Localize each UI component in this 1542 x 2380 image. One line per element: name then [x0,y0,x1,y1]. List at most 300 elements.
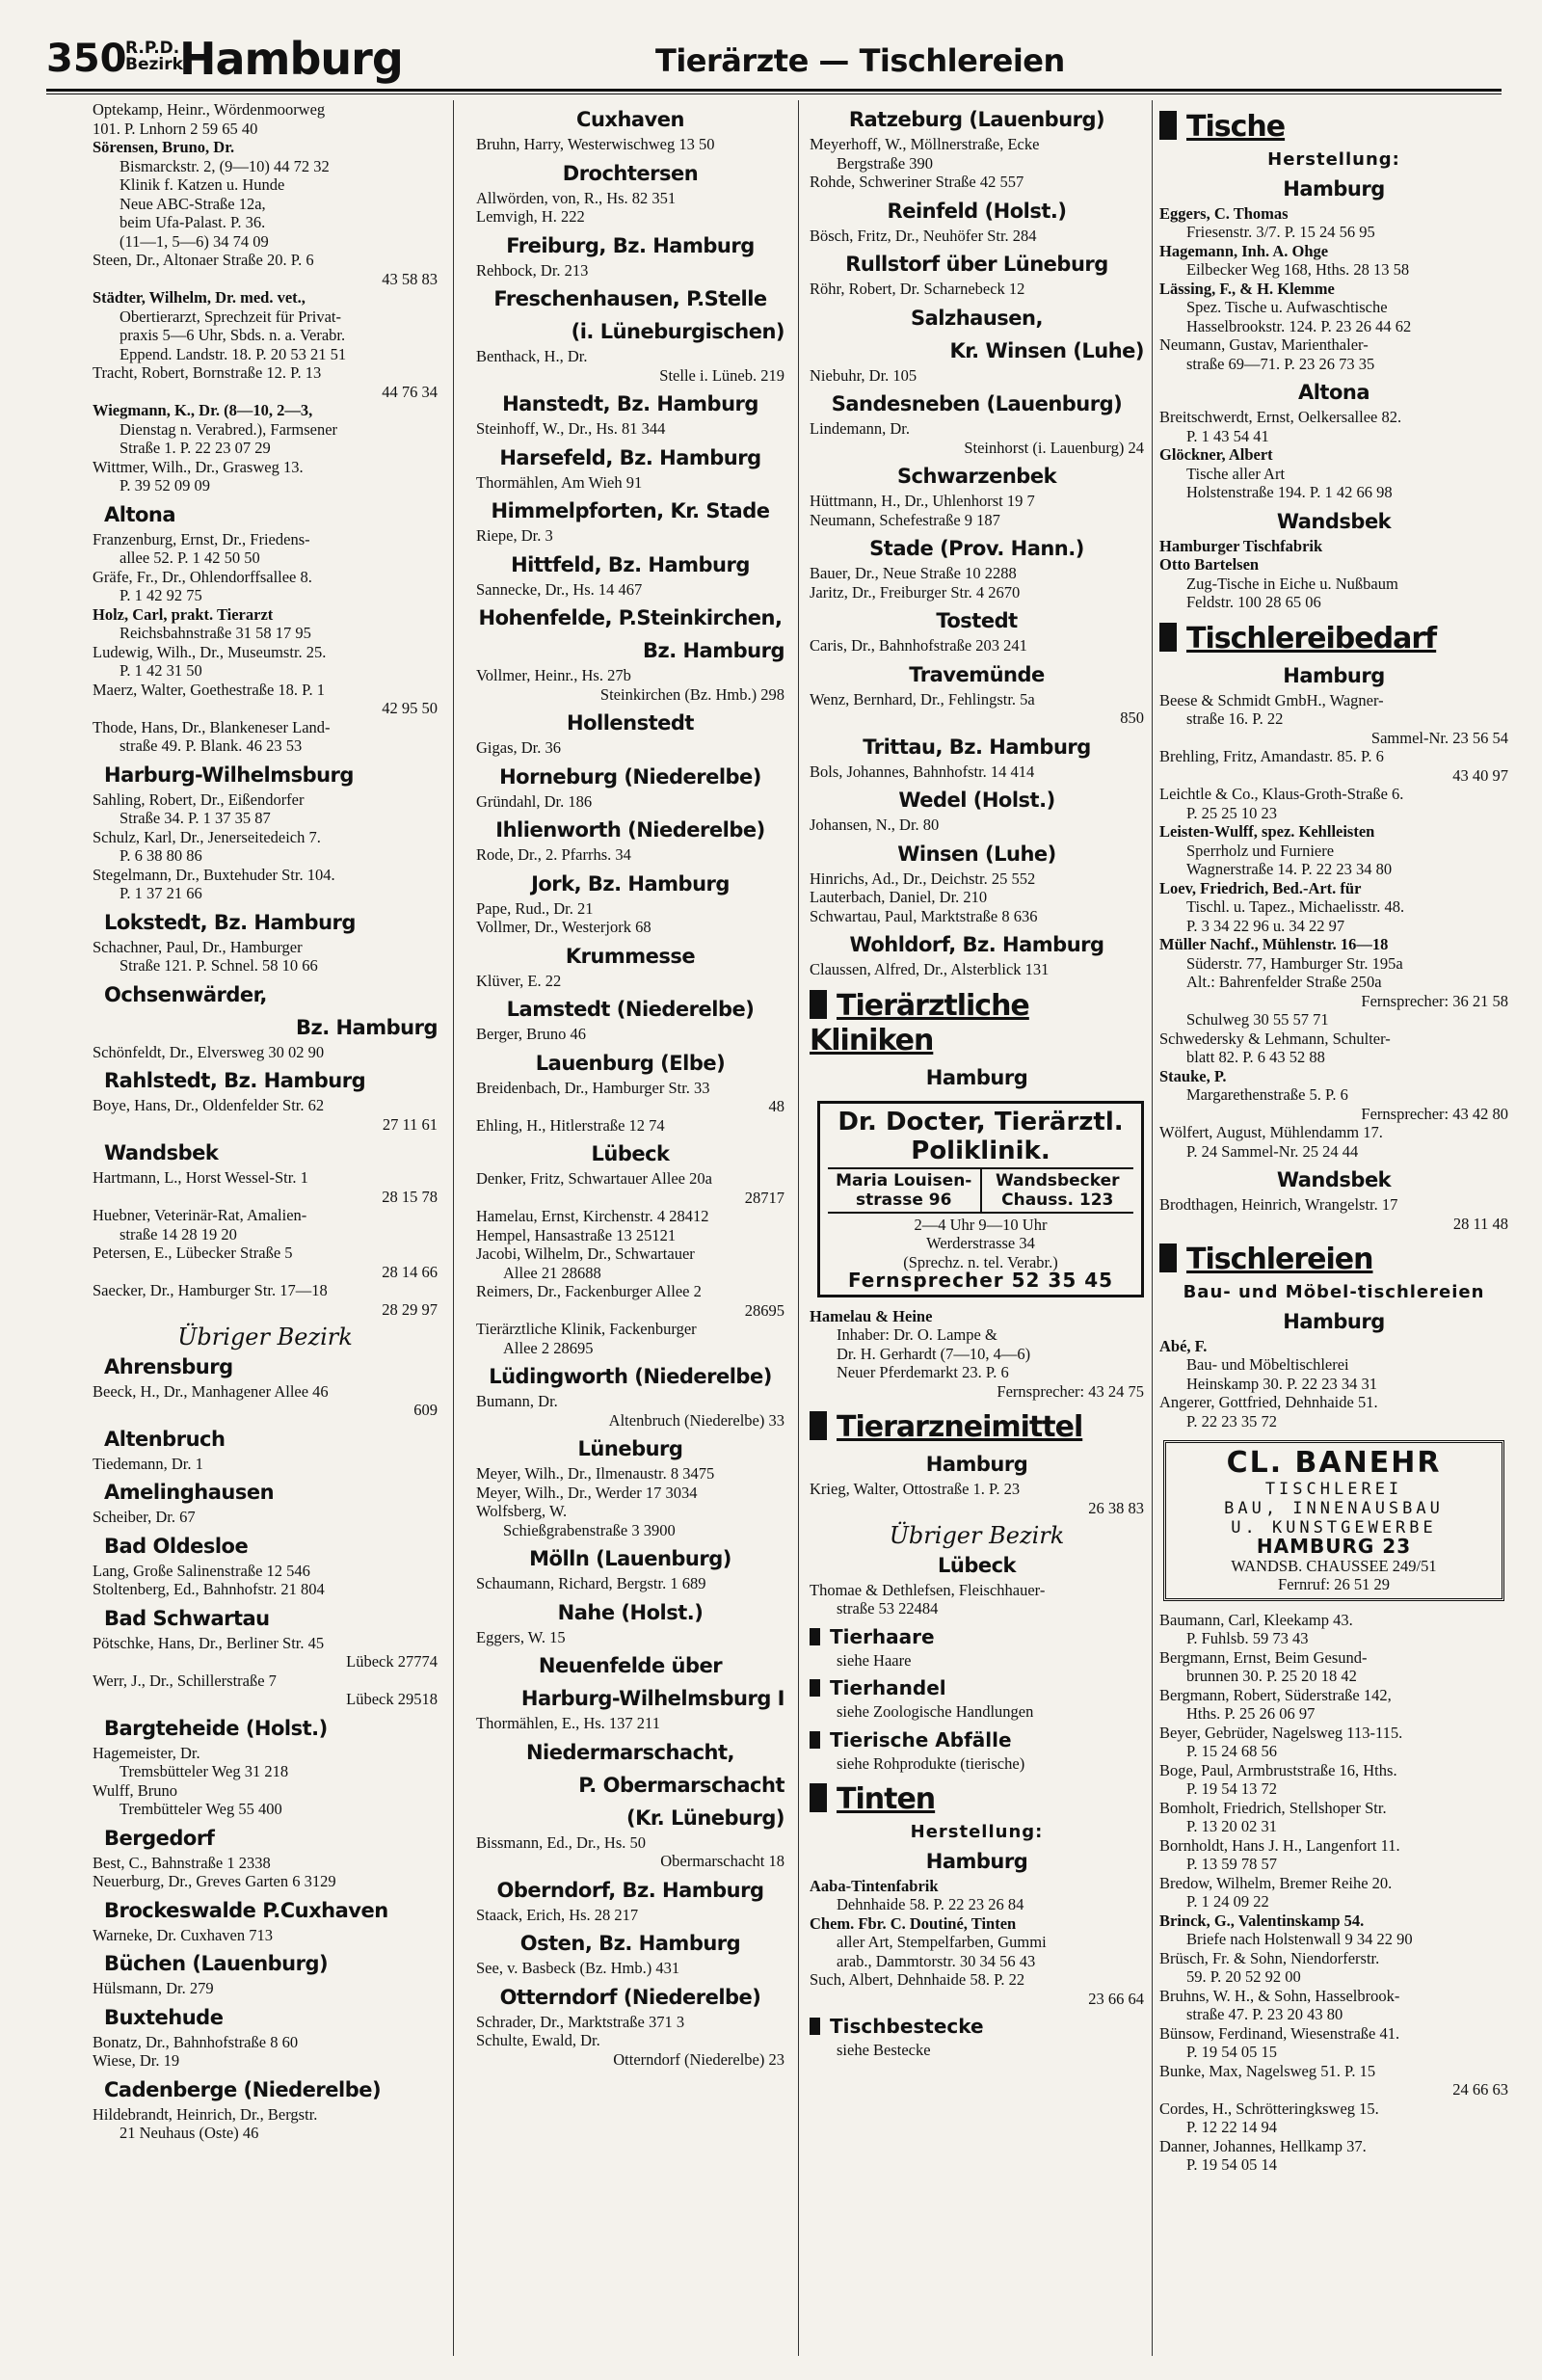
listing-line: Hinrichs, Ad., Dr., Deichstr. 25 552 [810,869,1036,888]
category-marker-icon [1159,1243,1177,1272]
clinic-ad-locations [828,1167,1133,1214]
listing-line: Bünsow, Ferdinand, Wiesenstraße 41. [1159,2023,1400,2043]
listing-line: brunnen 30. P. 25 20 18 42 [1186,1667,1357,1685]
listing-line: Hamelau & Heine [810,1306,933,1325]
listing-line: Bornholdt, Hans J. H., Langenfort 11. [1159,1835,1400,1855]
category-marker-icon [810,1411,827,1440]
listing-line: Schießgrabenstraße 3 3900 [503,1520,676,1539]
subcategory-heading [810,1675,1144,1700]
listing-line: siehe Haare [837,1650,912,1670]
listing-line: Klinik f. Katzen u. Hunde [120,175,285,194]
place-heading: Lamstedt (Niederelbe) [506,998,755,1021]
listing-line: Brinck, G., Valentinskamp 54. [1159,1911,1365,1930]
header-rule [46,89,1502,92]
subsection-heading: Herstellung: [1267,149,1400,170]
listing-line: Lübeck 27774 [346,1652,438,1671]
ad-line: TISCHLEREI [1264,1480,1403,1499]
listing-line: Tischl. u. Tapez., Michaelisstr. 48. [1186,897,1405,916]
listing-line: Straße 1. P. 22 23 07 29 [120,439,271,457]
place-heading: Jork, Bz. Hamburg [531,871,730,896]
listing-line: Hagemeister, Dr. [93,1743,200,1762]
listing-line: Schulweg 30 55 57 71 [1186,1010,1329,1029]
place-heading: Wohldorf, Bz. Hamburg [849,933,1104,956]
listing-line: Hempel, Hansastraße 13 25121 [476,1225,677,1244]
listing-line: Meyer, Wilh., Dr., Ilmenaustr. 8 3475 [476,1464,715,1483]
column-2 [476,100,784,2069]
listing-line: Vollmer, Dr., Westerjork 68 [476,918,651,936]
listing-line: Eggers, C. Thomas [1159,203,1289,223]
clinic-ad-note: (Sprechz. n. tel. Verabr.) [903,1252,1058,1271]
listing-line: Huebner, Veterinär-Rat, Amalien- [93,1206,307,1224]
clinic-ad-title: Dr. Docter, Tierärztl. [837,1107,1124,1137]
listing-line: 48 [768,1097,784,1115]
place-heading: (Kr. Lüneburg) [625,1805,784,1830]
listing-line: Reichsbahnstraße 31 58 17 95 [120,624,311,642]
place-heading: Reinfeld (Holst.) [887,199,1067,223]
listing-line: Hildebrandt, Heinrich, Dr., Bergstr. [93,2104,318,2124]
listing-line: Rohde, Schweriner Straße 42 557 [810,173,1024,191]
place-heading: Kr. Winsen (Luhe) [949,338,1144,362]
listing-line: Best, C., Bahnstraße 1 2338 [93,1853,271,1872]
listing-line: Lindemann, Dr. [810,419,911,438]
listing-line: 850 [1120,709,1144,727]
place-heading: Hamburg [1283,663,1385,687]
listing-line: Hülsmann, Dr. 279 [93,1979,214,1997]
listing-line: Krieg, Walter, Ottostraße 1. P. 23 [810,1480,1021,1498]
listing-line: P. 1 37 21 66 [120,884,202,902]
place-heading: Tostedt [936,609,1018,632]
listing-line: Bumann, Dr. [476,1392,558,1410]
listing-line: Niebuhr, Dr. 105 [810,365,917,385]
place-heading: Drochtersen [562,161,699,185]
listing-line: Glöckner, Albert [1159,445,1273,464]
subcategory-heading [810,1727,1144,1752]
listing-line: P. 13 59 78 57 [1186,1855,1277,1873]
region-heading: Übriger Bezirk [889,1522,1065,1549]
listing-line: 28 29 97 [382,1299,438,1319]
listing-line: Werr, J., Dr., Schillerstraße 7 [93,1671,277,1690]
place-heading: Bz. Hamburg [642,639,784,662]
listing-line: Neumann, Schefestraße 9 187 [810,510,1000,529]
place-heading: Lübeck [937,1553,1017,1577]
listing-line: P. 6 38 80 86 [120,846,202,865]
listing-line: Schwedersky & Lehmann, Schulter- [1159,1029,1391,1048]
place-heading: Niedermarschacht, [525,1740,735,1764]
listing-line: Sörensen, Bruno, Dr. [93,138,235,156]
listing-line: Beyer, Gebrüder, Nagelsweg 113-115. [1159,1723,1403,1742]
listing-line: Briefe nach Holstenwall 9 34 22 90 [1186,1930,1413,1948]
listing-line: Bauer, Dr., Neue Straße 10 2288 [810,564,1017,582]
listing-line: Wiese, Dr. 19 [93,2051,180,2070]
category-heading [810,1410,1144,1445]
listing-line: Altenbruch (Niederelbe) 33 [608,1410,784,1430]
listing-line: Friesenstr. 3/7. P. 15 24 56 95 [1186,223,1375,241]
place-heading: Lüdingworth (Niederelbe) [489,1365,772,1388]
listing-line: Trembütteler Weg 55 400 [120,1800,282,1818]
listing-line: Lauterbach, Daniel, Dr. 210 [810,888,988,906]
place-heading: Neuenfelde über [538,1654,723,1677]
listing-line: Allee 2 28695 [503,1338,594,1357]
listing-line: Bösch, Fritz, Dr., Neuhöfer Str. 284 [810,226,1037,245]
listing-line: Hartmann, L., Horst Wessel-Str. 1 [93,1168,308,1187]
listing-line: Riepe, Dr. 3 [476,526,553,545]
place-heading: Freiburg, Bz. Hamburg [506,233,755,257]
listing-line: Optekamp, Heinr., Wördenmoorweg [93,100,326,119]
listing-line: Saecker, Dr., Hamburger Str. 17—18 [93,1281,328,1299]
listing-line: Alt.: Bahrenfelder Straße 250a [1186,973,1382,991]
listing-line: Thormählen, Am Wieh 91 [476,472,643,492]
listing-line: Hamburger Tischfabrik [1159,536,1323,555]
listing-line: Bergmann, Robert, Süderstraße 142, [1159,1685,1392,1704]
listing-line: Bredow, Wilhelm, Bremer Reihe 20. [1159,1873,1393,1892]
listing-line: Breidenbach, Dr., Hamburger Str. 33 [476,1078,710,1097]
place-heading: Hamburg [925,1849,1028,1873]
place-heading: Trittau, Bz. Hamburg [863,735,1091,759]
listing-line: Süderstr. 77, Hamburger Str. 195a [1186,953,1403,973]
listing-line: Schrader, Dr., Marktstraße 371 3 [476,2012,685,2031]
listing-line: Gräfe, Fr., Dr., Ohlendorffsallee 8. [93,567,312,586]
listing-line: Bomholt, Friedrich, Stellshoper Str. [1159,1798,1387,1817]
listing-line: Brodthagen, Heinrich, Wrangelstr. 17 [1159,1195,1398,1214]
listing-line: Denker, Fritz, Schwartauer Allee 20a [476,1169,712,1188]
listing-line: Tiedemann, Dr. 1 [93,1454,203,1473]
listing-line: Allee 21 28688 [503,1263,601,1282]
listing-line: Schachner, Paul, Dr., Hamburger [93,937,303,956]
place-heading: Schwarzenbek [896,465,1057,488]
subsection-heading: Herstellung: [910,1822,1044,1842]
listing-line: Bunke, Max, Nagelsweg 51. P. 15 [1159,2061,1376,2080]
listing-line: Schulz, Karl, Dr., Jenerseitedeich 7. [93,827,321,846]
listing-line: Schaumann, Richard, Bergstr. 1 689 [476,1574,706,1592]
ad-company-name: CL. BANEHR [1226,1446,1442,1480]
listing-line: Fernsprecher: 43 42 80 [1361,1104,1508,1123]
place-heading: Mölln (Lauenburg) [529,1547,731,1570]
listing-line: Ehling, H., Hitlerstraße 12 74 [476,1115,665,1135]
listing-line: 42 95 50 [382,699,438,717]
subcategory-heading [810,2014,1144,2039]
listing-line: Hüttmann, H., Dr., Uhlenhorst 19 7 [810,492,1035,510]
listing-line: Neuer Pferdemarkt 23. P. 6 [837,1363,1009,1381]
category-heading [1159,1243,1508,1277]
listing-line: Brüsch, Fr. & Sohn, Niendorferstr. [1159,1948,1380,1967]
place-heading: Nahe (Holst.) [557,1600,704,1624]
listing-line: P. 25 25 10 23 [1186,803,1277,822]
listing-line: Fernsprecher: 43 24 75 [997,1381,1144,1401]
listing-line: Schönfeldt, Dr., Elversweg 30 02 90 [93,1042,325,1061]
listing-line: Heinskamp 30. P. 22 23 34 31 [1186,1374,1377,1393]
category-heading [810,989,1144,1058]
listing-line: Aaba-Tintenfabrik [810,1876,939,1895]
place-heading: Rullstorf über Lüneburg [845,253,1108,276]
ad-city: HAMBURG 23 [1256,1535,1412,1558]
place-heading: Altona [104,502,176,526]
listing-line: arab., Dammtorstr. 30 34 56 43 [837,1951,1036,1970]
listing-line: P. 1 42 31 50 [120,661,202,680]
subcategory-heading-text: Tischbestecke [830,2015,984,2038]
listing-line: Cordes, H., Schrötteringksweg 15. [1159,2099,1379,2118]
category-marker-icon [810,990,827,1019]
listing-line: Gigas, Dr. 36 [476,738,561,757]
clinic-ad-hours: 2—4 Uhr 9—10 Uhr [914,1215,1048,1234]
listing-line: P. 3 34 22 96 u. 34 22 97 [1186,916,1345,935]
subcategory-heading-text: Tierische Abfälle [830,1727,1012,1752]
place-heading: Wandsbek [1276,509,1392,533]
place-heading: Sandesneben (Lauenburg) [831,392,1123,415]
listing-line: Bruhns, W. H., & Sohn, Hasselbrook- [1159,1986,1400,2005]
listing-line: Leichtle & Co., Klaus-Groth-Straße 6. [1159,785,1404,803]
listing-line: Rehbock, Dr. 213 [476,260,589,280]
place-heading: Ratzeburg (Lauenburg) [848,108,1105,131]
listing-line: Sahling, Robert, Dr., Eißendorfer [93,789,305,809]
listing-line: Rode, Dr., 2. Pfarrhs. 34 [476,845,631,864]
place-heading: Bad Oldesloe [104,1534,249,1558]
listing-line: Dr. H. Gerhardt (7—10, 4—6) [837,1344,1031,1363]
place-heading: Horneburg (Niederelbe) [499,764,761,789]
listing-line: Franzenburg, Ernst, Dr., Friedens- [93,529,310,548]
category-heading [1159,622,1508,656]
listing-line: straße 47. P. 23 20 43 80 [1186,2005,1343,2023]
listing-line: Margarethenstraße 5. P. 6 [1186,1085,1348,1104]
listing-line: Steinhoff, W., Dr., Hs. 81 344 [476,419,666,438]
column-3 [810,100,1144,2060]
listing-line: Jaritz, Dr., Freiburger Str. 4 2670 [810,582,1021,602]
category-heading-text: Tischlereien [1186,1243,1373,1276]
section-title: Tierärzte — Tischlereien [655,42,1065,79]
place-heading: Rahlstedt, Bz. Hamburg [104,1069,366,1092]
listing-line: Steen, Dr., Altonaer Straße 20. P. 6 [93,251,314,269]
listing-line: Dienstag n. Verabred.), Farmsener [120,419,338,439]
listing-line: Neuerburg, Dr., Greves Garten 6 3129 [93,1872,336,1890]
carpentry-advertisement [1163,1440,1504,1601]
listing-line: 28 11 48 [1452,1214,1508,1233]
place-heading: Buxtehude [104,2005,224,2029]
listing-line: beim Ufa-Palast. P. 36. [120,213,266,231]
listing-line: Städter, Wilhelm, Dr. med. vet., [93,288,306,307]
listing-line: Bissmann, Ed., Dr., Hs. 50 [476,1832,647,1852]
listing-line: Obermarschacht 18 [660,1852,784,1870]
listing-line: 59. P. 20 52 92 00 [1186,1967,1301,1986]
listing-line: straße 14 28 19 20 [120,1224,237,1243]
listing-line: Lässing, F., & H. Klemme [1159,279,1335,298]
place-heading: Wandsbek [104,1141,219,1164]
place-heading: Oberndorf, Bz. Hamburg [496,1878,764,1902]
category-marker-icon [810,1783,827,1812]
clinic-ad-street: Werderstrasse 34 [926,1234,1035,1252]
listing-line: Loev, Friedrich, Bed.-Art. für [1159,878,1362,897]
listing-line: Tische aller Art [1186,464,1286,483]
category-marker-icon [1159,111,1177,140]
listing-line: aller Art, Stempelfarben, Gummi [837,1933,1047,1951]
listing-line: 43 58 83 [382,269,438,288]
listing-line: Eppend. Landstr. 18. P. 20 53 21 51 [120,344,347,363]
place-heading: Lauenburg (Elbe) [535,1051,726,1075]
listing-line: 28695 [744,1300,784,1320]
listing-line: Stelle i. Lüneb. 219 [659,365,784,385]
listing-line: Otterndorf (Niederelbe) 23 [613,2049,784,2069]
column-divider [1152,100,1153,2356]
subcategory-heading-text: Tierhaare [830,1624,935,1648]
region-heading: Übriger Bezirk [177,1324,353,1350]
listing-line: Leisten-Wulff, spez. Kehlleisten [1159,822,1375,841]
category-marker-icon [810,1628,820,1645]
listing-line: siehe Rohprodukte (tierische) [837,1753,1025,1773]
listing-line: Spez. Tische u. Aufwaschtische [1186,298,1388,316]
listing-line: Fernsprecher: 36 21 58 [1361,991,1508,1010]
listing-line: Benthack, H., Dr. [476,347,588,365]
listing-line: 21 Neuhaus (Oste) 46 [120,2124,259,2142]
rpd-text: R.P.D. [125,39,180,58]
listing-line: Zug-Tische in Eiche u. Nußbaum [1186,574,1398,593]
listing-line: Holstenstraße 194. P. 1 42 66 98 [1186,483,1393,501]
listing-line: Neumann, Gustav, Marienthaler- [1159,335,1369,354]
listing-line: siehe Zoologische Handlungen [837,1702,1034,1721]
place-heading: Ahrensburg [104,1354,233,1378]
listing-line: Hamelau, Ernst, Kirchenstr. 4 28412 [476,1207,709,1225]
listing-line: 101. P. Lnhorn 2 59 65 40 [93,119,258,138]
listing-line: Schwartau, Paul, Marktstraße 8 636 [810,906,1038,925]
listing-line: Hagemann, Inh. A. Ohge [1159,241,1329,260]
listing-line: P. 22 23 35 72 [1186,1411,1277,1431]
listing-line: 26 38 83 [1088,1498,1144,1517]
listing-line: Inhaber: Dr. O. Lampe & [837,1325,997,1344]
listing-line: Holz, Carl, prakt. Tierarzt [93,604,274,624]
place-heading: Stade (Prov. Hann.) [869,537,1084,560]
listing-line: P. 19 54 05 15 [1186,2043,1277,2061]
place-heading: Büchen (Lauenburg) [104,1952,329,1975]
listing-line: Boge, Paul, Armbruststraße 16, Hths. [1159,1760,1397,1779]
place-heading: Freschenhausen, P.Stelle [493,287,767,310]
listing-line: Chem. Fbr. C. Doutiné, Tinten [810,1913,1017,1933]
rpd-label [125,40,183,73]
listing-line: Wölfert, August, Mühlendamm 17. [1159,1123,1383,1141]
place-heading: Harsefeld, Bz. Hamburg [499,445,761,469]
listing-line: straße 49. P. Blank. 46 23 53 [120,736,303,755]
listing-line: Such, Albert, Dehnhaide 58. P. 22 [810,1970,1025,1989]
place-heading: Hamburg [925,1453,1028,1476]
listing-line: Baumann, Carl, Kleekamp 43. [1159,1610,1353,1629]
listing-line: Obertierarzt, Sprechzeit für Privat- [120,307,341,326]
subcategory-heading [810,1624,1144,1649]
listing-line: Maerz, Walter, Goethestraße 18. P. 1 [93,680,326,699]
place-heading: Ochsenwärder, [104,982,267,1006]
ad-phone: Fernruf: 26 51 29 [1278,1575,1390,1593]
subcategory-heading-text: Tierhandel [830,1676,946,1699]
listing-line: P. 1 42 92 75 [120,586,202,604]
ad-line: BAU, INNENAUSBAU [1224,1499,1444,1518]
place-heading: Hamburg [925,1065,1028,1089]
listing-line: P. Fuhlsb. 59 73 43 [1186,1629,1309,1647]
place-heading: Cuxhaven [576,108,684,131]
column-1 [93,100,438,2143]
listing-line: Tierärztliche Klinik, Fackenburger [476,1320,697,1338]
listing-line: P. 1 24 09 22 [1186,1892,1269,1911]
listing-line: Thormählen, E., Hs. 137 211 [476,1714,660,1732]
listing-line: Stoltenberg, Ed., Bahnhofstr. 21 804 [93,1580,325,1598]
category-heading [1159,110,1508,145]
listing-line: Wulff, Bruno [93,1780,177,1800]
listing-line: Reimers, Dr., Fackenburger Allee 2 [476,1282,702,1300]
listing-line: straße 16. P. 22 [1186,709,1284,728]
place-heading: Winsen (Luhe) [897,842,1056,866]
listing-line: Thode, Hans, Dr., Blankeneser Land- [93,717,331,736]
listing-line: Straße 34. P. 1 37 35 87 [120,809,271,827]
listing-line: Bols, Johannes, Bahnhofstr. 14 414 [810,762,1035,781]
listing-line: Dehnhaide 58. P. 22 23 26 84 [837,1895,1024,1913]
column-divider [798,100,799,2356]
listing-line: 24 66 63 [1452,2080,1508,2099]
listing-line: Brehling, Fritz, Amandastr. 85. P. 6 [1159,747,1384,765]
place-heading: Hollenstedt [567,711,694,735]
place-heading: Travemünde [909,662,1045,686]
listing-line: P. 1 43 54 41 [1186,426,1269,445]
clinic-ad-location: Wandsbecker Chauss. 123 [995,1170,1120,1210]
listing-line: Tracht, Robert, Bornstraße 12. P. 13 [93,363,322,382]
clinic-ad-phone: Fernsprecher 52 35 45 [847,1269,1114,1292]
listing-line: 43 40 97 [1452,765,1508,785]
bezirk-text: Bezirk [125,55,183,74]
listing-line: Ludewig, Wilh., Dr., Museumstr. 25. [93,642,327,661]
column-4 [1159,100,1508,2175]
listing-line: Scheiber, Dr. 67 [93,1508,196,1526]
place-heading: (i. Lüneburgischen) [571,320,784,343]
listing-line: Staack, Erich, Hs. 28 217 [476,1905,639,1924]
listing-line: Wenz, Bernhard, Dr., Fehlingstr. 5a [810,689,1035,709]
listing-line: Lang, Große Salinenstraße 12 546 [93,1561,310,1580]
listing-line: Otto Bartelsen [1159,555,1260,574]
clinic-ad-location: Maria Louisen-strasse 96 [828,1169,982,1212]
listing-line: Klüver, E. 22 [476,971,562,990]
place-heading: Wedel (Holst.) [898,789,1055,812]
listing-line: Tremsbütteler Weg 31 218 [120,1762,289,1780]
category-marker-icon [810,1731,820,1749]
listing-line: Sperrholz und Furniere [1186,841,1335,860]
listing-line: Meyer, Wilh., Dr., Werder 17 3034 [476,1483,698,1502]
listing-line: Jacobi, Wilhelm, Dr., Schwartauer [476,1244,695,1263]
listing-line: Sammel-Nr. 23 56 54 [1370,728,1508,747]
category-heading-text: Tierärztliche Kliniken [810,988,1029,1057]
listing-line: Thomae & Dethlefsen, Fleischhauer- [810,1580,1046,1599]
subsection-heading: Bau- und Möbel-tischlereien [1183,1282,1485,1302]
place-heading: P. Obermarschacht [578,1773,784,1797]
place-heading: Bz. Hamburg [295,1015,438,1039]
listing-line: Feldstr. 100 28 65 06 [1186,593,1321,611]
page-number: 350 [46,37,127,81]
listing-line: Allwörden, von, R., Hs. 82 351 [476,188,677,207]
listing-line: Stauke, P. [1159,1066,1227,1085]
listing-line: Meyerhoff, W., Möllnerstraße, Ecke [810,135,1040,153]
listing-line: Warneke, Dr. Cuxhaven 713 [93,1925,273,1944]
place-heading: Altona [1297,381,1370,404]
listing-line: Bergmann, Ernst, Beim Gesund- [1159,1647,1368,1667]
listing-line: Boye, Hans, Dr., Oldenfelder Str. 62 [93,1096,325,1114]
listing-line: Caris, Dr., Bahnhofstraße 203 241 [810,636,1027,655]
place-heading: Osten, Bz. Hamburg [519,1932,741,1955]
listing-line: Claussen, Alfred, Dr., Alsterblick 131 [810,960,1050,978]
listing-line: Wiegmann, K., Dr. (8—10, 2—3, [93,401,313,419]
listing-line: See, v. Basbeck (Bz. Hmb.) 431 [476,1959,680,1977]
place-heading: Wandsbek [1276,1168,1392,1191]
listing-line: Pape, Rud., Dr. 21 [476,898,594,918]
listing-line: straße 69—71. P. 23 26 73 35 [1186,354,1375,373]
listing-line: Berger, Bruno 46 [476,1025,587,1043]
listing-line: Bismarckstr. 2, (9—10) 44 72 32 [120,156,330,175]
place-heading: Himmelpforten, Kr. Stade [491,499,770,522]
listing-line: Müller Nachf., Mühlenstr. 16—18 [1159,935,1389,953]
listing-line: Johansen, N., Dr. 80 [810,816,940,834]
listing-line: 27 11 61 [382,1114,438,1134]
listing-line: (11—1, 5—6) 34 74 09 [120,231,269,251]
clinic-advertisement [817,1101,1144,1297]
